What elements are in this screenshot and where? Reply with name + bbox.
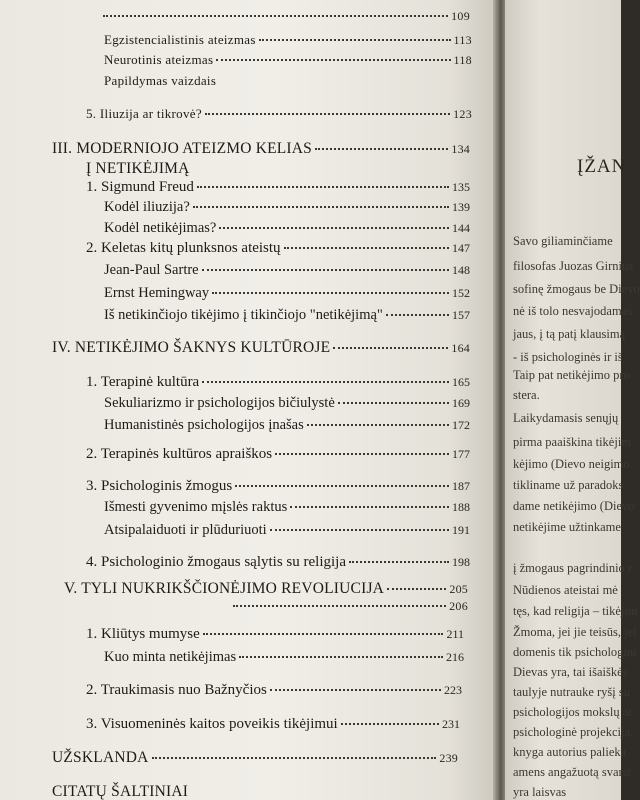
introduction-text-line: jaus, į tą patį klausimą — [513, 327, 626, 341]
toc-page-number: 157 — [452, 308, 470, 322]
introduction-text-line: dame netikėjimo (Dievo — [513, 499, 635, 513]
introduction-text-line: stera. — [513, 388, 540, 402]
toc-leader-dots — [202, 269, 449, 271]
toc-page-number: 109 — [451, 9, 470, 23]
toc-entry — [86, 447, 470, 462]
toc-page-number: 118 — [453, 53, 472, 67]
introduction-text-line: tikliname už paradoks — [513, 478, 624, 492]
toc-leader-dots — [341, 723, 439, 725]
toc-entry — [104, 200, 470, 215]
toc-leader-dots — [219, 227, 449, 229]
toc-entry-title: Išmesti gyvenimo mįslės raktus — [104, 499, 288, 515]
toc-entry-title: 5. Iliuzija ar tikrovė? — [86, 106, 202, 121]
toc-entry-title: 2. Keletas kitų plunksnos ateistų — [86, 240, 281, 256]
toc-page-number: 205 — [449, 582, 468, 596]
toc-entry-title: Egzistencialistinis ateizmas — [104, 32, 256, 47]
toc-entry-title: Sekuliarizmo ir psichologijos bičiulystė — [104, 395, 335, 411]
toc-leader-dots — [290, 506, 449, 508]
introduction-text-line: sofinę žmogaus be Dievo — [513, 282, 640, 296]
introduction-text-line: tęs, kad religija – tikėjim — [513, 604, 638, 618]
introduction-text-line: amens angažuotą svarst — [513, 765, 632, 779]
toc-entry — [104, 286, 470, 301]
toc-entry-title: Kodėl netikėjimas? — [104, 220, 217, 236]
toc-leader-dots — [270, 689, 441, 691]
introduction-text-line: taulyje nutrauke ryšį su — [513, 685, 630, 699]
toc-entry-title: 1. Sigmund Freud — [86, 179, 194, 195]
toc-entry — [104, 308, 470, 323]
toc-entry — [100, 10, 470, 22]
right-page-introduction — [505, 0, 640, 800]
toc-entry-title: Kuo minta netikėjimas — [104, 649, 237, 665]
toc-page-number: 152 — [452, 286, 470, 300]
toc-page-number: 147 — [452, 241, 470, 255]
toc-entry-title: IV. NETIKĖJIMO ŠAKNYS KULTŪROJE — [52, 339, 331, 356]
toc-leader-dots — [349, 561, 449, 563]
toc-entry-title: Neurotinis ateizmas — [104, 52, 214, 67]
toc-leader-dots — [152, 757, 437, 759]
toc-leader-dots — [275, 453, 449, 455]
introduction-text-line: Nūdienos ateistai mė — [513, 583, 618, 597]
toc-entry-title: 4. Psichologinio žmogaus sąlytis su religija — [86, 554, 346, 570]
toc-entry — [86, 479, 470, 494]
toc-page-number: 239 — [439, 751, 458, 765]
introduction-text-line: filosofas Juozas Girnius — [513, 259, 634, 273]
toc-leader-dots — [270, 529, 449, 531]
introduction-text-line: domenis tik psichologini — [513, 645, 637, 659]
toc-entry-title: 1. Kliūtys mumyse — [86, 626, 200, 642]
introduction-text-line: nė iš tolo nesvajodamas — [513, 304, 633, 318]
toc-leader-dots — [307, 424, 449, 426]
toc-page-number: 164 — [451, 341, 470, 355]
toc-entry — [86, 161, 200, 177]
toc-leader-dots — [235, 485, 449, 487]
toc-leader-dots — [205, 113, 450, 115]
toc-page-number: 123 — [453, 107, 472, 121]
introduction-text-line: Žmoma, jei jie teisūs, jei — [513, 625, 637, 639]
toc-entry — [104, 418, 470, 433]
toc-page-number: 165 — [452, 375, 470, 389]
toc-page-number: 223 — [444, 683, 462, 697]
introduction-text-line: pirma paaiškina tikėjim — [513, 435, 632, 449]
introduction-text-line: - iš psichologinės ir iš — [513, 350, 623, 364]
introduction-text-line: Dievas yra, tai išaiškės — [513, 665, 628, 679]
introduction-text-line: Laikydamasis senųjų — [513, 411, 619, 425]
toc-leader-dots — [233, 605, 446, 607]
toc-entry-title: Iš netikinčiojo tikėjimo į tikinčiojo "netikėjimą" — [104, 307, 383, 323]
toc-entry — [104, 500, 470, 515]
toc-leader-dots — [203, 633, 444, 635]
toc-leader-dots — [315, 148, 448, 150]
toc-page-number: 134 — [451, 142, 470, 156]
toc-entry — [86, 107, 472, 120]
toc-leader-dots — [239, 656, 443, 658]
toc-entry — [104, 33, 472, 46]
toc-leader-dots — [333, 347, 448, 349]
toc-page-number: 169 — [452, 396, 470, 410]
toc-entry-title: Papildymas vaizdais — [104, 73, 217, 88]
toc-leader-dots — [386, 314, 449, 316]
toc-page-number: 198 — [452, 555, 470, 569]
toc-entry-title: UŽSKLANDA — [52, 749, 149, 766]
toc-entry-title: Jean-Paul Sartre — [104, 262, 199, 278]
introduction-text-line: psichologinė projekcija, — [513, 725, 634, 739]
toc-entry-title: III. MODERNIOJO ATEIZMO KELIAS — [52, 140, 313, 157]
toc-entry — [86, 627, 464, 642]
toc-leader-dots — [216, 59, 450, 61]
toc-page-number: 172 — [452, 418, 470, 432]
toc-page-number: 216 — [446, 650, 464, 664]
toc-entry — [52, 141, 470, 157]
toc-entry-title: 2. Terapinės kultūros apraiškos — [86, 446, 273, 462]
toc-entry-title: CITATŲ ŠALTINIAI — [52, 783, 189, 800]
toc-leader-dots — [387, 588, 446, 590]
toc-page-number: 187 — [452, 479, 470, 493]
toc-leader-dots — [103, 15, 448, 17]
toc-leader-dots — [284, 247, 449, 249]
toc-entry — [104, 53, 472, 66]
toc-entry-title: 3. Visuomeninės kaitos poveikis tikėjimui — [86, 716, 338, 732]
toc-page-number: 188 — [452, 500, 470, 514]
toc-page-number: 139 — [452, 200, 470, 214]
toc-entry — [86, 375, 470, 390]
toc-entry — [230, 600, 468, 612]
toc-leader-dots — [338, 402, 449, 404]
toc-entry — [86, 555, 470, 570]
introduction-title: ĮŽAN — [577, 156, 627, 177]
toc-leader-dots — [197, 186, 449, 188]
toc-leader-dots — [259, 39, 451, 41]
toc-entry-title: Humanistinės psichologijos įnašas — [104, 417, 304, 433]
toc-leader-dots — [202, 381, 449, 383]
toc-page-number: 206 — [449, 599, 468, 613]
toc-entry — [52, 340, 470, 356]
toc-entry-title: 1. Terapinė kultūra — [86, 374, 200, 390]
toc-entry — [104, 396, 470, 411]
toc-entry — [104, 74, 440, 87]
toc-page-number: 177 — [452, 447, 470, 461]
introduction-text-line: psichologijos mokslų at — [513, 705, 632, 719]
toc-entry — [104, 221, 470, 236]
toc-entry-title: Ernst Hemingway — [104, 285, 210, 301]
toc-page-number: 144 — [452, 221, 470, 235]
introduction-text-line: į žmogaus pagrindinio r — [513, 561, 633, 575]
toc-page-number: 191 — [452, 523, 470, 537]
toc-leader-dots — [193, 206, 449, 208]
toc-entry — [104, 523, 470, 538]
toc-entry-title: Atsipalaiduoti ir plūduriuoti — [104, 522, 267, 538]
introduction-text-line: netikėjime užtinkame — [513, 520, 621, 534]
toc-entry — [86, 241, 470, 256]
introduction-text-line: yra laisvas — [513, 785, 567, 799]
toc-entry-title: V. TYLI NUKRIKŠČIONĖJIMO REVOLIUCIJA — [64, 580, 385, 597]
toc-page-number: 148 — [452, 263, 470, 277]
toc-entry — [104, 650, 464, 665]
toc-entry — [64, 581, 468, 597]
toc-entry-title: Į NETIKĖJIMĄ — [86, 160, 190, 177]
toc-entry-title: 3. Psichologinis žmogus — [86, 478, 233, 494]
introduction-text-line: knyga autorius palieka — [513, 745, 627, 759]
introduction-text-line: Taip pat netikėjimo pro — [513, 368, 630, 382]
toc-entry — [104, 263, 470, 278]
toc-leader-dots — [212, 292, 449, 294]
toc-page-number: 113 — [453, 33, 472, 47]
toc-page-number: 135 — [452, 180, 470, 194]
toc-entry — [86, 717, 460, 732]
toc-page-number: 211 — [446, 627, 464, 641]
toc-entry — [52, 750, 458, 766]
toc-entry — [52, 784, 458, 800]
toc-entry-title: 2. Traukimasis nuo Bažnyčios — [86, 682, 267, 698]
introduction-text-line: kėjimo (Dievo neigimo — [513, 457, 630, 471]
introduction-text-line: Savo giliaminčiame — [513, 234, 613, 248]
toc-entry — [86, 180, 470, 195]
toc-entry-title: Kodėl iliuzija? — [104, 199, 190, 215]
toc-page-number: 231 — [442, 717, 460, 731]
toc-entry — [86, 683, 462, 698]
